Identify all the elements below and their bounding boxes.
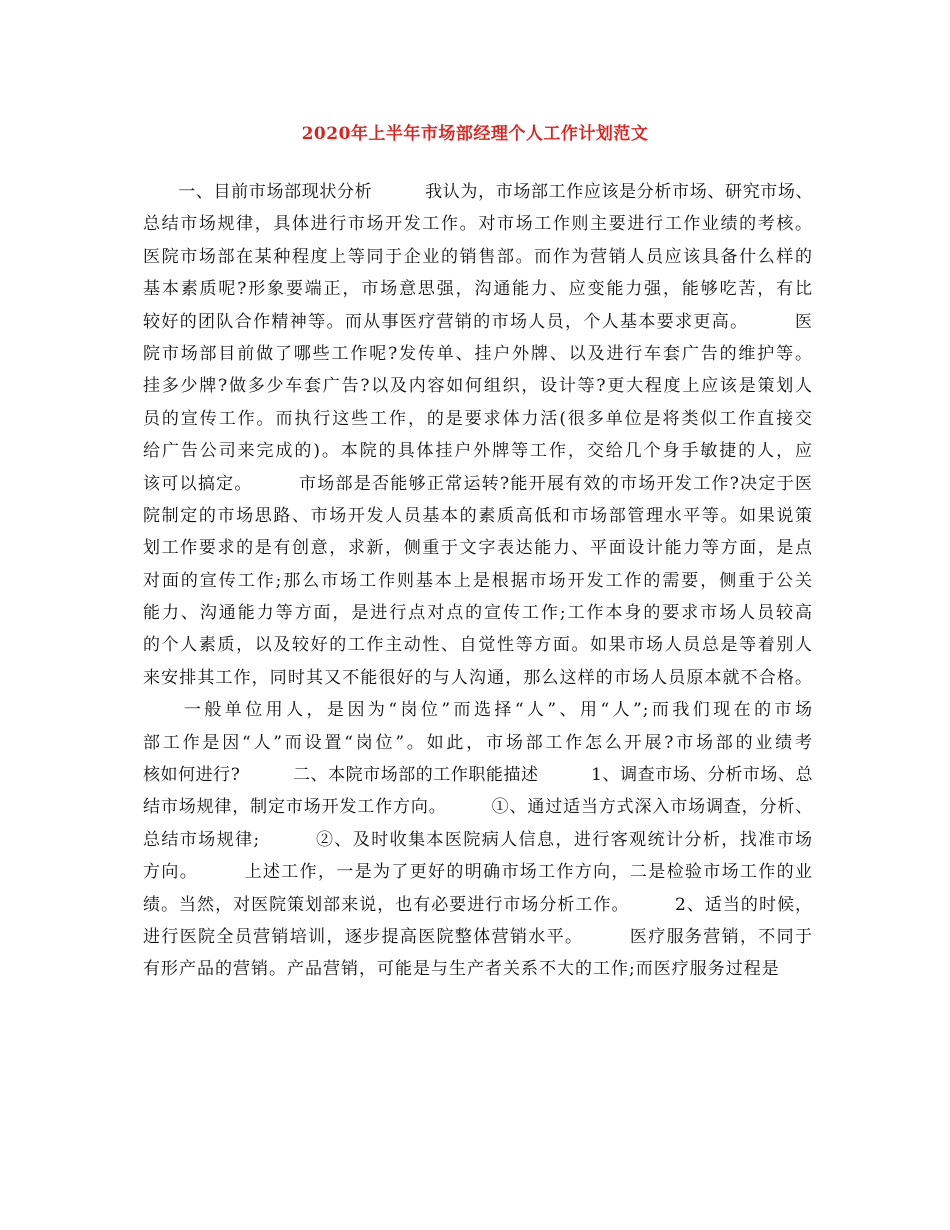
document-line: 医院市场部在某种程度上等同于企业的销售部。而作为营销人员应该具备什么样的 [143, 246, 813, 267]
document-line: 该可以搞定。 市场部是否能够正常运转?能开展有效的市场开发工作?决定于医 [143, 473, 813, 494]
document-line: 部工作是因“人”而设置“岗位”。如此，市场部工作怎么开展?市场部的业绩考 [143, 732, 813, 753]
document-line: 一般单位用人，是因为“岗位”而选择“人”、用“人”;而我们现在的市场 [143, 700, 813, 721]
document-line: 员的宣传工作。而执行这些工作，的是要求体力活(很多单位是将类似工作直接交 [143, 408, 813, 429]
document-line: 总结市场规律; ②、及时收集本医院病人信息，进行客观统计分析，找准市场 [143, 829, 813, 850]
document-line: 一、目前市场部现状分析 我认为，市场部工作应该是分析市场、研究市场、 [143, 182, 813, 202]
document-line: 结市场规律，制定市场开发工作方向。 ①、通过适当方式深入市场调查，分析、 [143, 797, 813, 818]
document-line: 较好的团队合作精神等。而从事医疗营销的市场人员，个人基本要求更高。 医 [143, 311, 813, 332]
document-line: 院制定的市场思路、市场开发人员基本的素质高低和市场部管理水平等。如果说策 [143, 505, 813, 526]
document-line: 进行医院全员营销培训，逐步提高医院整体营销水平。 医疗服务营销，不同于 [143, 926, 813, 947]
document-line: 对面的宣传工作;那么市场工作则基本上是根据市场开发工作的需要，侧重于公关 [143, 570, 813, 591]
document-line: 绩。当然，对医院策划部来说，也有必要进行市场分析工作。 2、适当的时候， [143, 894, 813, 915]
document-line: 给广告公司来完成的)。本院的具体挂户外牌等工作，交给几个身手敏捷的人，应 [143, 441, 813, 462]
document-line: 方向。 上述工作，一是为了更好的明确市场工作方向，二是检验市场工作的业 [143, 862, 813, 883]
document-line: 院市场部目前做了哪些工作呢?发传单、挂户外牌、以及进行车套广告的维护等。 [143, 343, 813, 364]
document-line: 能力、沟通能力等方面，是进行点对点的宣传工作;工作本身的要求市场人员较高 [143, 603, 813, 624]
document-line: 基本素质呢?形象要端正，市场意思强，沟通能力、应变能力强，能够吃苦，有比 [143, 279, 813, 300]
document-line: 划工作要求的是有创意，求新，侧重于文字表达能力、平面设计能力等方面，是点 [143, 538, 813, 559]
document-line: 挂多少牌?做多少车套广告?以及内容如何组织，设计等?更大程度上应该是策划人 [143, 376, 813, 397]
document-line: 有形产品的营销。产品营销，可能是与生产者关系不大的工作;而医疗服务过程是 [143, 959, 780, 980]
document-body [143, 176, 813, 986]
document-line: 来安排其工作，同时其又不能很好的与人沟通，那么这样的市场人员原本就不合格。 [143, 667, 813, 688]
document-line: 总结市场规律，具体进行市场开发工作。对市场工作则主要进行工作业绩的考核。 [143, 214, 813, 235]
document-line: 核如何进行? 二、本院市场部的工作职能描述 1、调查市场、分析市场、总 [143, 765, 813, 786]
document-line: 的个人素质，以及较好的工作主动性、自觉性等方面。如果市场人员总是等着别人 [143, 635, 813, 656]
document-title: 2020年上半年市场部经理个人工作计划范文 [301, 124, 649, 144]
